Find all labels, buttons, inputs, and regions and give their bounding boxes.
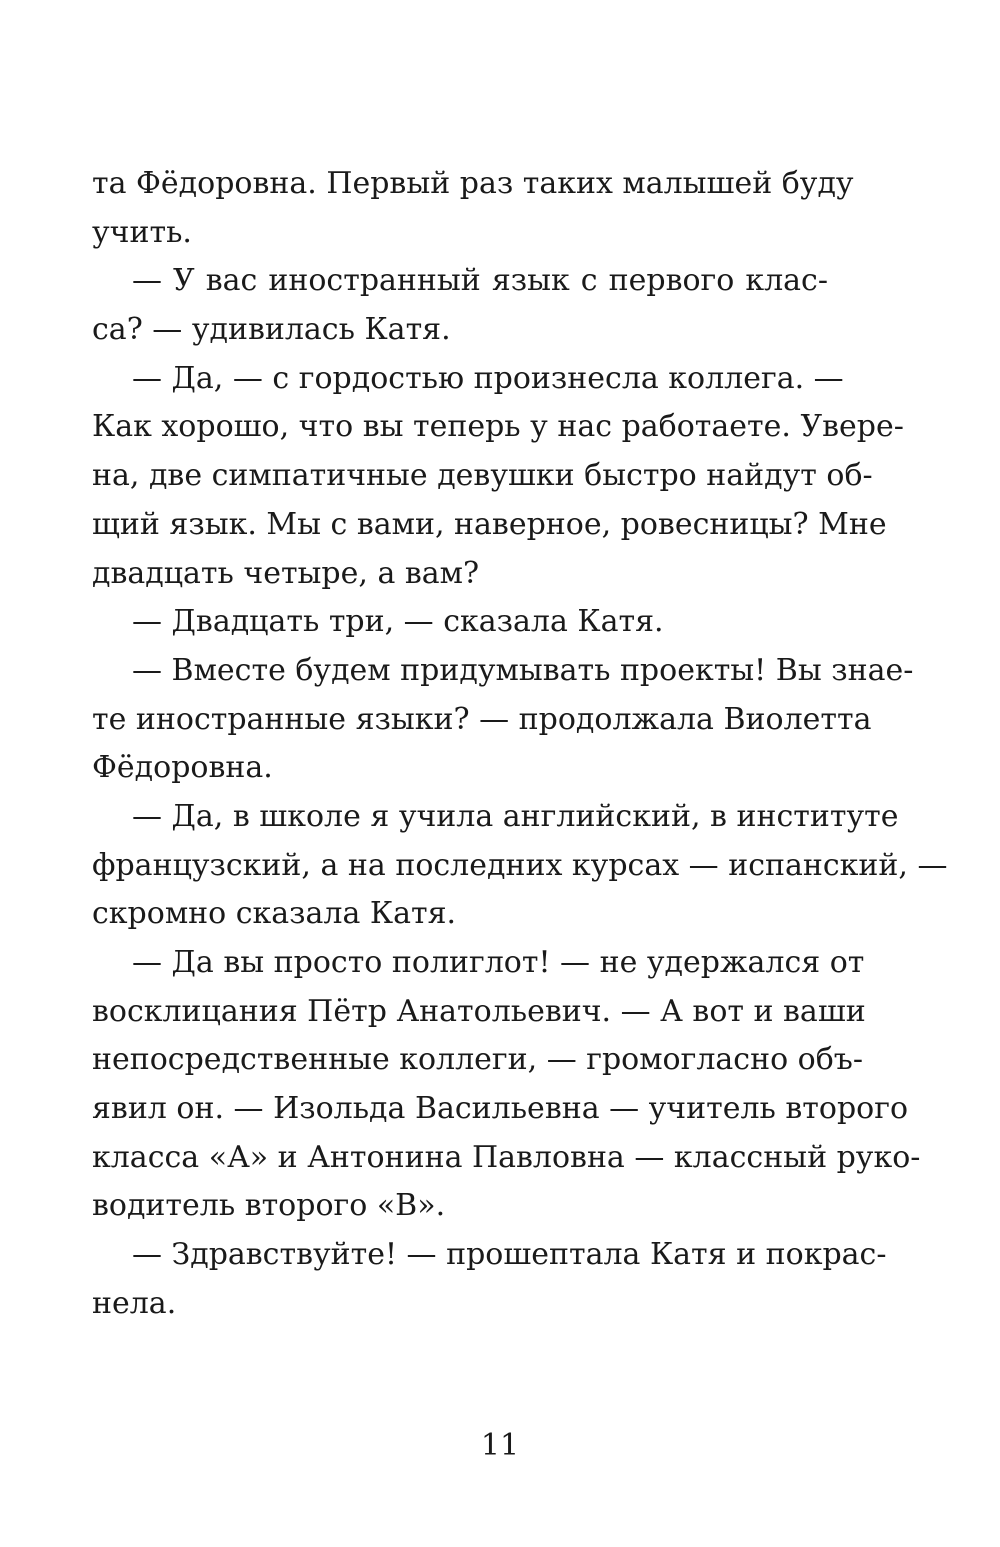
- text-line: щий язык. Мы с вами, наверное, ровесницы? Мне: [92, 506, 887, 542]
- text-line: восклицания Пётр Анатольевич. — А вот и ваши: [92, 993, 866, 1029]
- text-line: французский, а на последних курсах — испанский, —: [92, 847, 948, 883]
- text-line: нела.: [92, 1285, 177, 1321]
- text-line: скромно сказала Катя.: [92, 896, 457, 932]
- text-line: Фёдоровна.: [92, 750, 273, 786]
- text-line: непосредственные коллеги, — громогласно объ-: [92, 1042, 864, 1078]
- text-line: двадцать четыре, а вам?: [92, 555, 480, 591]
- text-line: — Двадцать три, — сказала Катя.: [132, 604, 664, 640]
- text-line: те иностранные языки? — продолжала Виолетта: [92, 701, 872, 737]
- page-number: 11: [480, 1428, 520, 1463]
- text-line: явил он. — Изольда Васильевна — учитель второго: [92, 1091, 909, 1127]
- text-line: Как хорошо, что вы теперь у нас работаете. Увере-: [92, 409, 904, 445]
- body-text: [92, 160, 948, 1329]
- text-line: — Да, — с гордостью произнесла коллега. —: [132, 360, 844, 396]
- text-line: класса «А» и Антонина Павловна — классный руко-: [92, 1139, 921, 1175]
- text-line: — Здравствуйте! — прошептала Катя и покрас-: [132, 1237, 887, 1273]
- text-line: — Вместе будем придумывать проекты! Вы знае-: [132, 652, 914, 688]
- text-line: — Да вы просто полиглот! — не удержался от: [132, 945, 865, 980]
- text-line: — У вас иностранный язык с первого клас-: [132, 263, 828, 299]
- text-line: учить.: [92, 214, 192, 250]
- text-line: са? — удивилась Катя.: [92, 312, 451, 348]
- text-line: водитель второго «В».: [92, 1188, 446, 1224]
- text-line: — Да, в школе я учила английский, в институте: [132, 798, 899, 834]
- text-line: та Фёдоровна. Первый раз таких малышей буду: [92, 166, 854, 201]
- text-line: на, две симпатичные девушки быстро найдут об-: [92, 458, 873, 494]
